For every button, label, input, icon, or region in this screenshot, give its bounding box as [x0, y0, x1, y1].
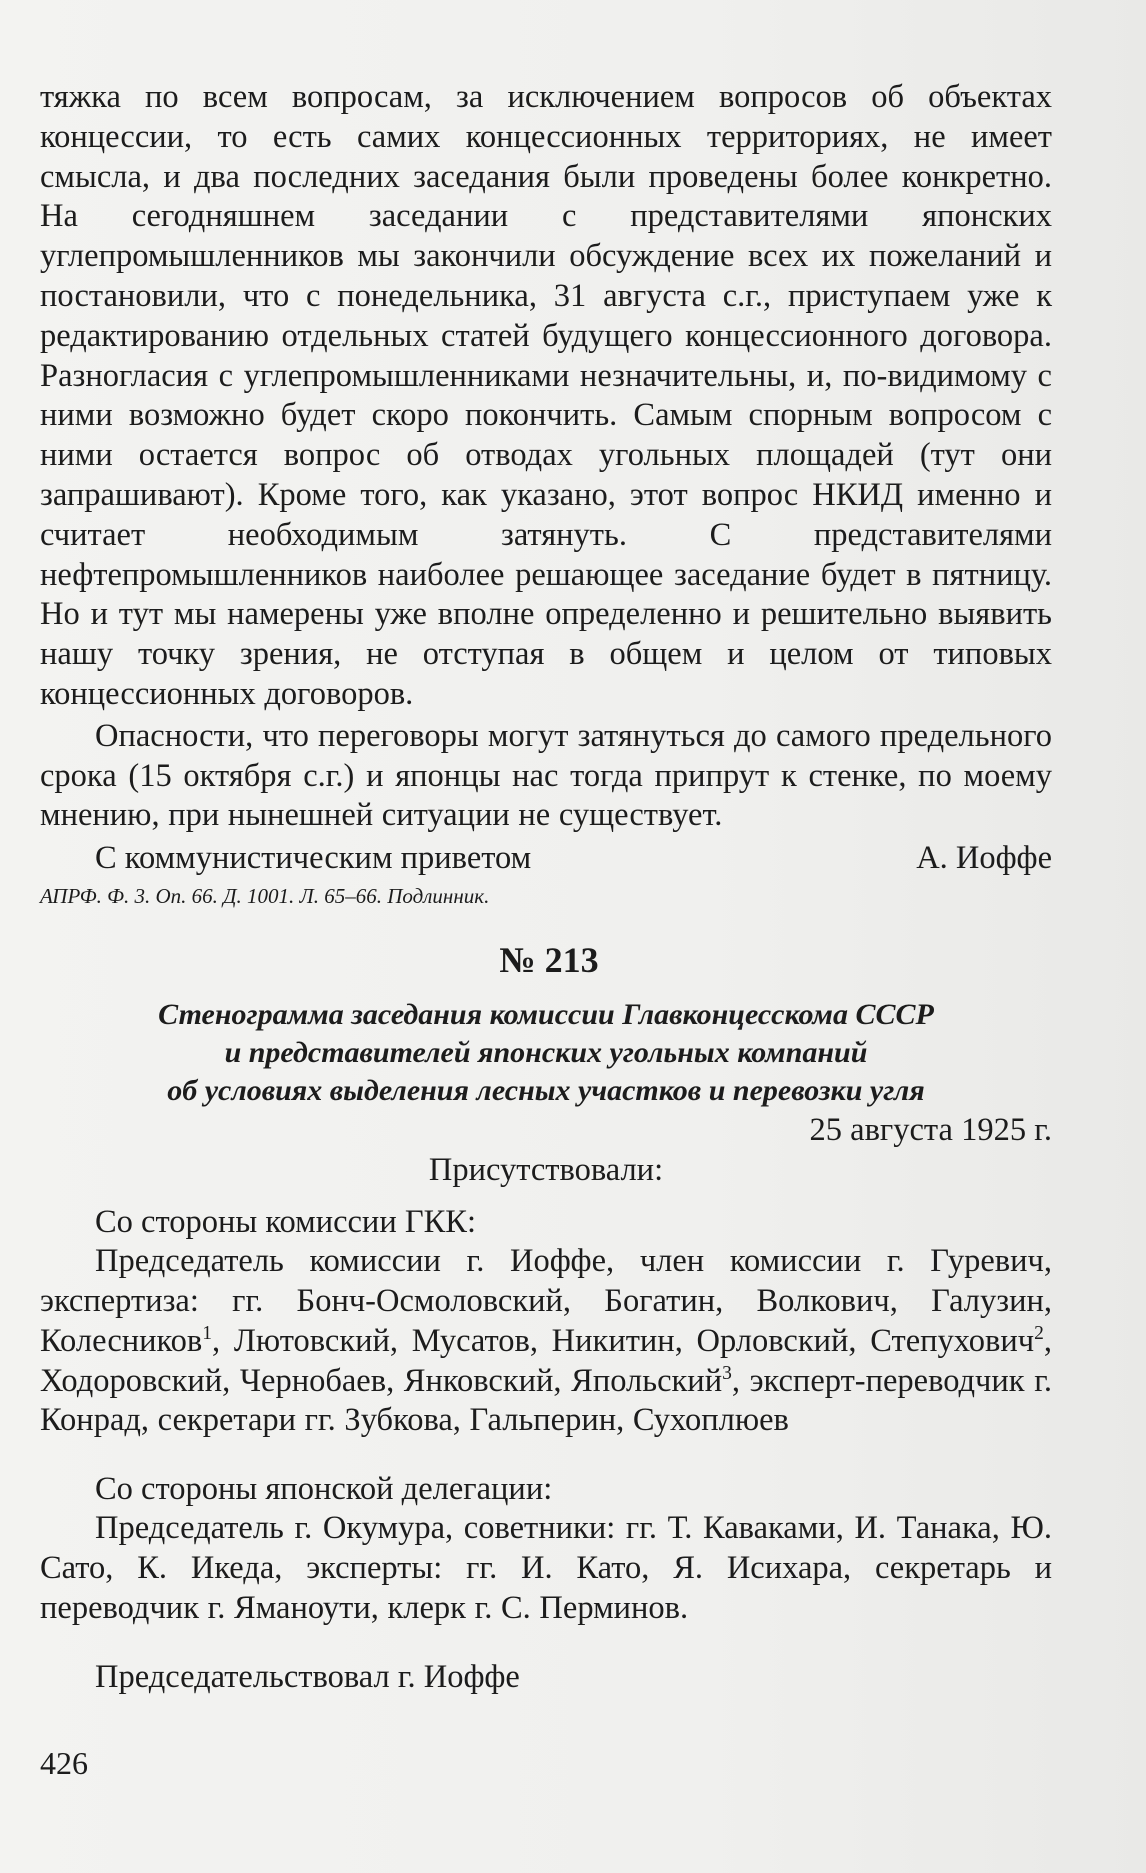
title-line: Стенограмма заседания комиссии Главконцесскома СССР [158, 998, 934, 1032]
gkk-text-b: , Лютовский, Мусатов, Никитин, Орловский, Степухович [212, 1322, 1035, 1359]
footnote-ref-3: 3 [722, 1362, 732, 1384]
gkk-members [40, 1242, 1052, 1441]
chair-line: Председательствовал г. Иоффе [95, 1658, 520, 1695]
archive-source: АПРФ. Ф. 3. Оп. 66. Д. 1001. Л. 65–66. Подлинник. [40, 884, 490, 909]
gkk-text-a: Председатель комиссии г. Иоффе, член комиссии г. Гуревич, экспертиза: гг. Бонч-Осмоловский, Богатин, Волкович, Галузин, Колесников [40, 1243, 1052, 1359]
paragraph-continuation: тяжка по всем вопросам, за исключением вопросов об объектах концессии, то есть самих концессионных территориях, не имеет смысла, и два последних заседания были проведены более конкретно. На сегодняшнем заседании с представителями японских углепромышленников мы закончили обсуждение всех их пожеланий и постановили, что с понедельника, 31 августа с.г., приступаем уже к редактированию отдельных статей будущего концессионного договора. Разногласия с углепромышленниками незначительны, и, по-видимому с ними возможно будет скоро покончить. Самым спорным вопросом с ними остается вопрос об отводах угольных площадей (тут они запрашивают). Кроме того, как указано, этот вопрос НКИД именно и считает необходимым затянуть. С представителями нефтепромышленников наиболее решающее заседание будет в пятницу. Но и тут мы намерены уже вполне определенно и решительно выявить нашу точку зрения, не отступая в общем и целом от типовых концессионных договоров. [40, 79, 1052, 712]
japan-heading: Со стороны японской делегации: [95, 1471, 553, 1508]
paragraph-danger: Опасности, что переговоры могут затянуться до самого предельного срока (15 октября с.г.) и японцы нас тогда припрут к стенке, по моему мнению, при нынешней ситуации не существует. [40, 717, 1052, 834]
present-heading: Присутствовали: [428, 1152, 664, 1189]
title-line: и представителей японских угольных компаний [224, 1036, 868, 1070]
page-content [40, 78, 1052, 1697]
gkk-text-c: , Ходоровский, Чернобаев, Янковский, Япольский [40, 1322, 1052, 1399]
footnote-ref-1: 1 [202, 1322, 213, 1344]
gkk-text-d: , эксперт-переводчик г. Конрад, секретари гг. Зубкова, Гальперин, Сухоплюев [40, 1362, 1052, 1439]
page-number: 426 [40, 1745, 88, 1781]
signature-name: А. Иоффе [916, 840, 1052, 877]
footnote-ref-2: 2 [1034, 1322, 1044, 1344]
japan-members: Председатель г. Окумура, советники: гг. Т. Каваками, И. Танака, Ю. Сато, К. Икеда, эксперты: гг. И. Като, Я. Исихара, секретарь и переводчик г. Яманоути, клерк г. С. Перминов. [40, 1510, 1052, 1626]
gkk-heading: Со стороны комиссии ГКК: [95, 1204, 477, 1241]
greeting: С коммунистическим приветом [95, 840, 532, 877]
document-number: № 213 [499, 940, 599, 981]
title-line: об условиях выделения лесных участков и перевозки угля [167, 1074, 925, 1108]
signature-line [40, 838, 1052, 878]
document-title [40, 996, 1052, 1110]
document-date: 25 августа 1925 г. [809, 1112, 1052, 1149]
